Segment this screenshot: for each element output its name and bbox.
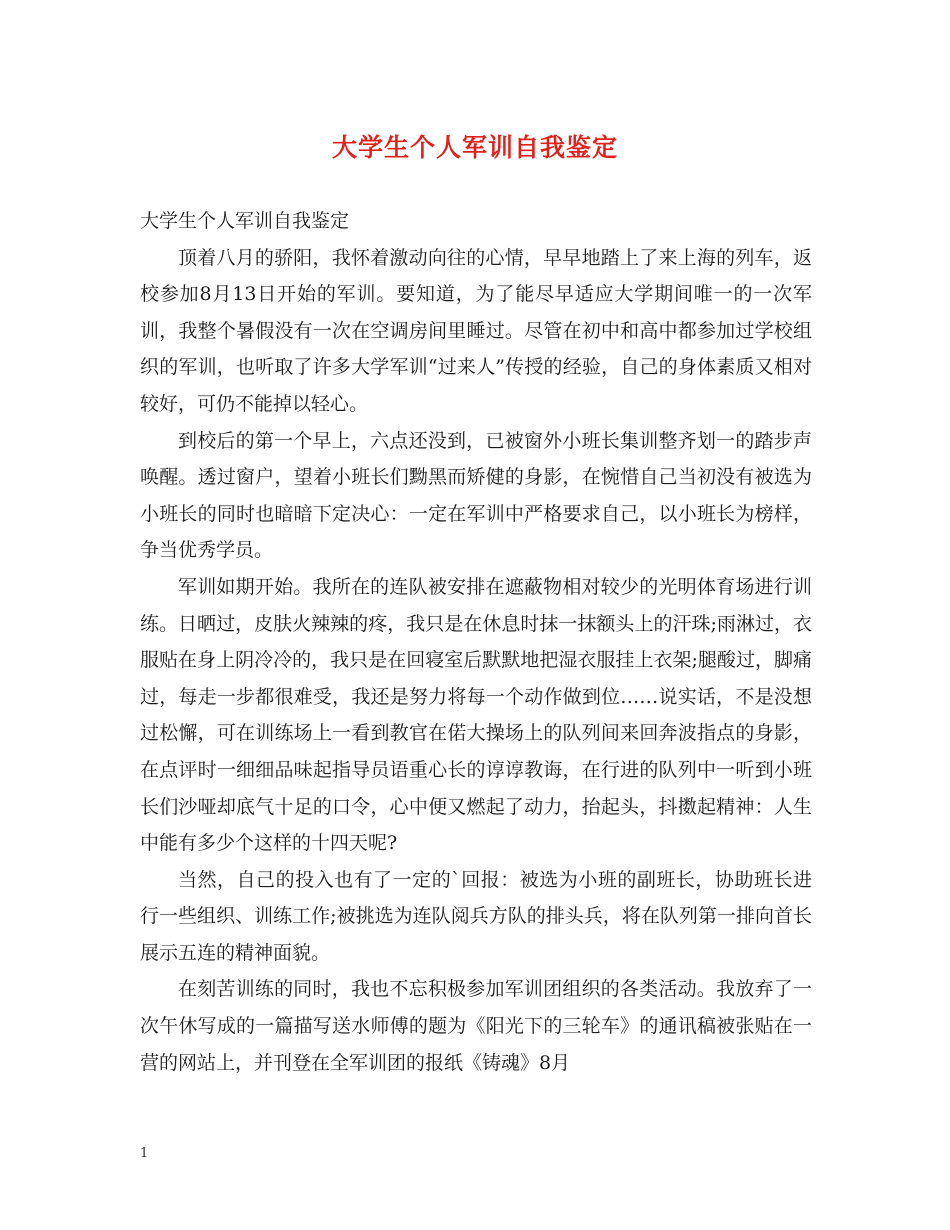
page-number: 1 bbox=[140, 1146, 149, 1161]
paragraph-2: 到校后的第一个早上，六点还没到，已被窗外小班长集训整齐划一的踏步声唤醒。透过窗户，望着小班长们黝黑而矫健的身影，在惋惜自己当初没有被选为小班长的同时也暗暗下定决心：一定在军训中严格要求自己，以小班长为榜样，争当优秀学员。 bbox=[140, 429, 812, 562]
paragraph-3: 军训如期开始。我所在的连队被安排在遮蔽物相对较少的光明体育场进行训练。日晒过，皮肤火辣辣的疼，我只是在休息时抹一抹额头上的汗珠;雨淋过，衣服贴在身上阴冷冷的，我只是在回寝室后默默地把湿衣服挂上衣架;腿酸过，脚痛过，每走一步都很难受，我还是努力将每一个动作做到位……说实话，不是没想过松懈，可在训练场上一看到教官在偌大操场上的队列间来回奔波指点的身影，在点评时一细细品味起指导员语重心长的谆谆教诲，在行进的队列中一听到小班长们沙哑却底气十足的口令，心中便又燃起了动力，抬起头，抖擞起精神：人生中能有多少个这样的十四天呢? bbox=[140, 575, 812, 855]
document-subtitle: 大学生个人军训自我鉴定 bbox=[140, 210, 350, 232]
paragraph-1: 顶着八月的骄阳，我怀着激动向往的心情，早早地踏上了来上海的列车，返校参加8月13日开始的军训。要知道，为了能尽早适应大学期间唯一的一次军训，我整个暑假没有一次在空调房间里睡过。尽管在初中和高中都参加过学校组织的军训，也听取了许多大学军训“过来人”传授的经验，自己的身体素质又相对较好，可仍不能掉以轻心。 bbox=[140, 246, 812, 415]
paragraph-4: 当然，自己的投入也有了一定的`回报：被选为小班的副班长，协助班长进行一些组织、训练工作;被挑选为连队阅兵方队的排头兵，将在队列第一排向首长展示五连的精神面貌。 bbox=[140, 868, 812, 964]
page-title: 大学生个人军训自我鉴定 bbox=[331, 133, 618, 162]
paragraph-5: 在刻苦训练的同时，我也不忘积极参加军训团组织的各类活动。我放弃了一次午休写成的一篇描写送水师傅的题为《阳光下的三轮车》的通讯稿被张贴在一营的网站上，并刊登在全军训团的报纸《铸魂》8月 bbox=[140, 978, 812, 1074]
document-body bbox=[140, 203, 812, 1081]
